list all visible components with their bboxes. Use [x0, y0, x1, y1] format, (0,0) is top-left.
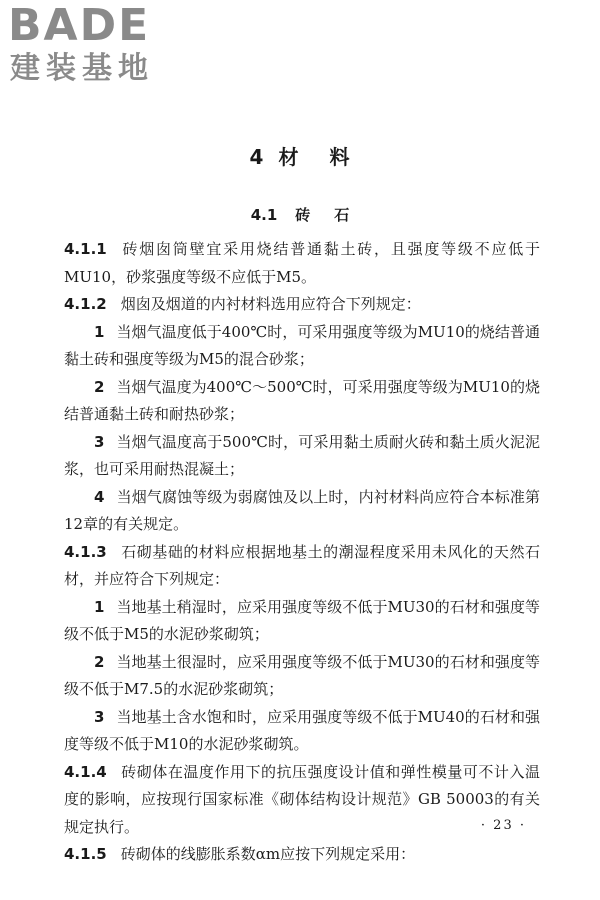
- clause-number: 4.1.4: [64, 762, 107, 781]
- item-text: 当地基土含水饱和时，应采用强度等级不低于MU40的石材和强度等级不低于M10的水泥砂浆砌筑。: [64, 707, 540, 753]
- list-item: [64, 429, 540, 484]
- clause-paragraph: [64, 539, 540, 594]
- clause-text: 石砌基础的材料应根据地基土的潮湿程度采用未风化的天然石材，并应符合下列规定：: [64, 542, 540, 588]
- section-number: 4.1: [250, 206, 278, 224]
- clause-number: 4.1.5: [64, 845, 107, 863]
- list-item: [64, 484, 540, 539]
- clause-paragraph: [64, 291, 540, 319]
- list-item: [64, 594, 540, 649]
- clause-number: 4.1.1: [64, 240, 107, 258]
- clause-paragraph: [64, 236, 540, 291]
- clause-text: 烟囱及烟道的内衬材料选用应符合下列规定：: [120, 295, 421, 313]
- clause-number: 4.1.3: [64, 542, 107, 561]
- chapter-title: [0, 141, 600, 170]
- item-number: 3: [94, 432, 105, 451]
- item-text: 当烟气温度高于500℃时，可采用黏土质耐火砖和黏土质火泥泥浆，也可采用耐热混凝土；: [64, 432, 540, 478]
- logo-chinese-text: 建装基地: [10, 51, 154, 86]
- body-text: [64, 236, 540, 869]
- item-number: 1: [94, 322, 105, 341]
- chapter-number: 4: [249, 145, 265, 169]
- item-text: 当烟气腐蚀等级为弱腐蚀及以上时，内衬材料尚应符合本标准第12章的有关规定。: [64, 487, 540, 533]
- page-number: · 23 ·: [480, 818, 526, 833]
- clause-paragraph: [64, 759, 540, 842]
- section-title-char-2: 石: [334, 206, 350, 224]
- logo-wordmark: BADE: [8, 0, 151, 51]
- item-text: 当地基土很湿时，应采用强度等级不低于MU30的石材和强度等级不低于M7.5的水泥砂浆砌筑；: [64, 652, 540, 698]
- clause-paragraph: [64, 841, 540, 869]
- item-number: 1: [94, 597, 105, 616]
- bade-logo: [8, 0, 154, 86]
- clause-text: 砖砌体的线膨胀系数αm应按下列规定采用：: [120, 845, 416, 863]
- list-item: [64, 319, 540, 374]
- clause-text: 砖砌体在温度作用下的抗压强度设计值和弹性模量可不计入温度的影响，应按现行国家标准《砌体结构设计规范》GB 50003的有关规定执行。: [64, 762, 540, 836]
- chapter-title-char-2: 料: [329, 145, 351, 169]
- item-number: 3: [94, 707, 105, 726]
- item-number: 2: [94, 652, 105, 671]
- list-item: [64, 704, 540, 759]
- section-title-char-1: 砖: [295, 206, 311, 224]
- item-number: 2: [94, 377, 105, 396]
- item-text: 当地基土稍湿时，应采用强度等级不低于MU30的石材和强度等级不低于M5的水泥砂浆砌筑；: [64, 597, 540, 643]
- clause-text: 砖烟囱筒壁宜采用烧结普通黏土砖，且强度等级不应低于MU10，砂浆强度等级不应低于M5。: [64, 240, 540, 286]
- clause-number: 4.1.2: [64, 295, 107, 313]
- item-text: 当烟气温度低于400℃时，可采用强度等级为MU10的烧结普通黏土砖和强度等级为M5的混合砂浆；: [64, 322, 540, 368]
- list-item: [64, 374, 540, 429]
- list-item: [64, 649, 540, 704]
- section-title: [0, 204, 600, 225]
- chapter-title-char-1: 材: [278, 145, 300, 169]
- item-number: 4: [94, 487, 105, 506]
- item-text: 当烟气温度为400℃～500℃时，可采用强度等级为MU10的烧结普通黏土砖和耐热砂浆；: [64, 377, 540, 423]
